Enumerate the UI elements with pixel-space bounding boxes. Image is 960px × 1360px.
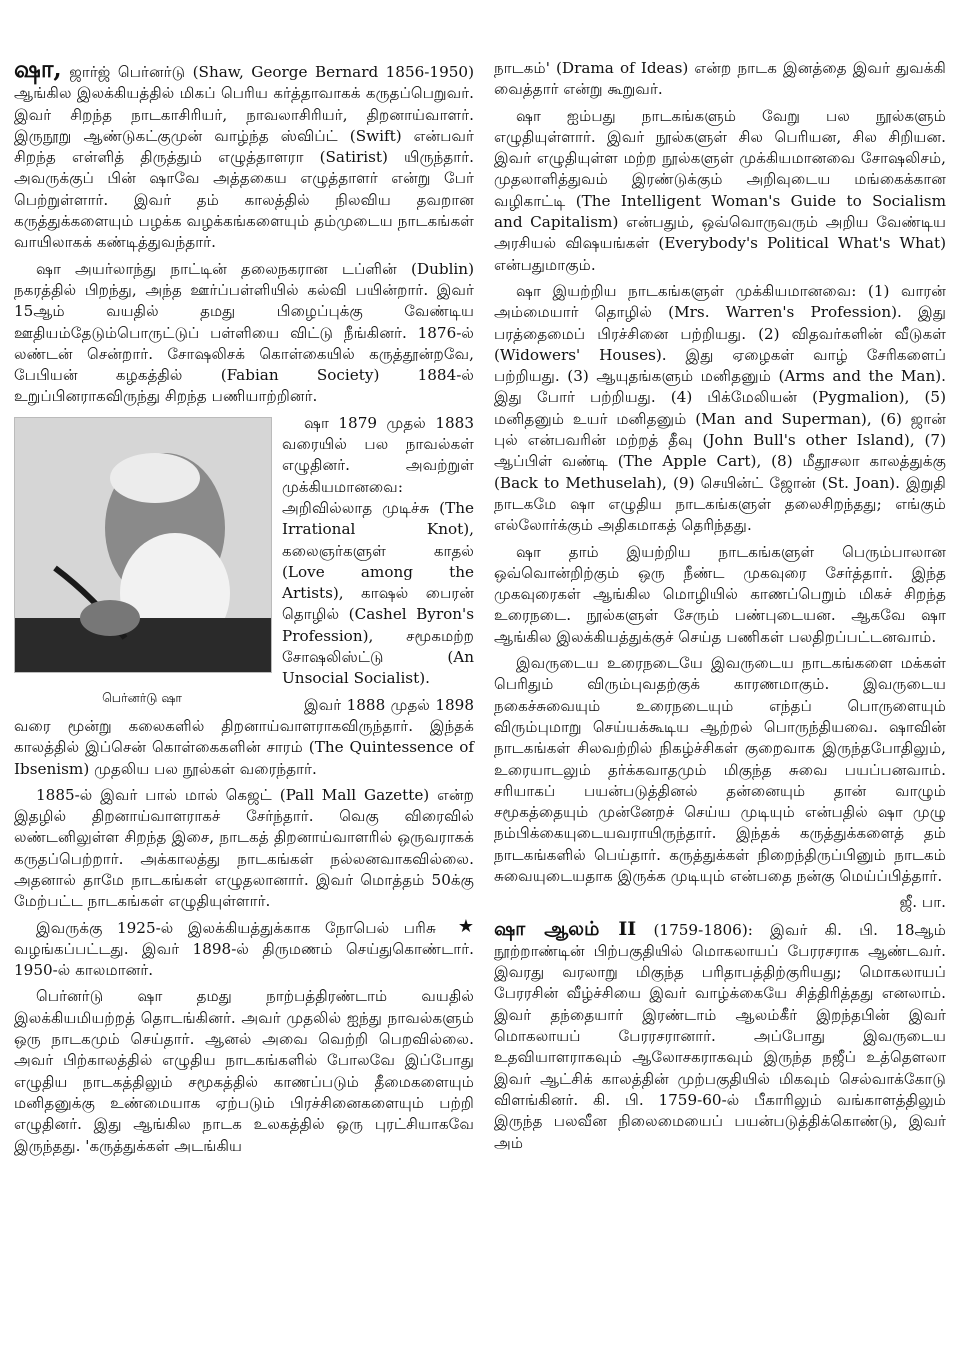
entry-shaw-paragraph-4: இவர் 1888 முதல் 1898 வரை மூன்று கலைகளில் திறனாய்வாளராகவிருந்தார். இந்தக் காலத்தில் இப்சென் கொள்கைகளின் சாரம் (The Quintessence of Ibsenism) முதலிய பல நூல்கள் வரைந்தார். — [14, 695, 474, 778]
encyclopedia-page — [14, 54, 950, 1354]
portrait-image — [15, 418, 271, 672]
entry-shaw-paragraph-2: ஷா அயர்லாந்து நாட்டின் தலைநகரான டப்ளின் (Dublin) நகரத்தில் பிறந்து, அந்த ஊர்ப்பள்ளியில் கல்வி பயின்றார். இவர் 15ஆம் வயதில் தமது பிழைப்புக்கு வேண்டிய ஊதியம்தேடும்பொருட்டுப் பள்ளியை விட்டு நீங்கினர். 1876-ல் லண்டன் சென்றார். சோஷலிசக் கொள்கையில் கருத்தூன்றவே, பேபியன் கழகத்தில் (Fabian Society) 1884-ல் உறுப்பினராகவிருந்து சிறந்த பணியாற்றினர். — [14, 259, 474, 406]
entry-shah-alam-text: (1759-1806): இவர் கி. பி. 18ஆம் நூற்றாண்டின் பிற்பகுதியில் மொகலாயப் பேரரசராக ஆண்டவர். இவரது வரலாறு மிகுந்த பரிதாபத்திற்குரியது; மொகலாயப் பேரரசின் வீழ்ச்சியை இவர் வாழ்க்கையே சித்திரித்தது எனலாம். இவர் தந்தையார் இரண்டாம் ஆலம்கீர் இறந்தபின் இவர் மொகலாயப் பேரரசரானார். அப்போது இவருடைய உதவியாளராகவும் ஆலோசகராகவும் இருந்த நஜீப் உத்தௌலா இவர் ஆட்சிக் காலத்தின் முற்பகுதியில் மிகவும் செல்வாக்கோடு விளங்கினர். கி. பி. 1759-60-ல் பீகாரிலும் வங்காளத்திலும் இருந்த பலவீன நிலைமையைப் பயன்படுத்திக்கொண்டு, இவர் அம் — [494, 920, 946, 1152]
entry-shaw-paragraph-6-text: இவருக்கு 1925-ல் இலக்கியத்துக்காக நோபெல் பரிசு வழங்கப்பட்டது. இவர் 1898-ல் திருமணம் செய்துகொண்டார். 1950-ல் காலமானர். — [14, 918, 474, 980]
portrait-caption: பெர்னர்டு ஷா — [102, 689, 182, 705]
entry-shaw-paragraph-7: பெர்னர்டு ஷா தமது நாற்பத்திரண்டாம் வயதில் இலக்கியமியற்றத் தொடங்கினர். அவர் முதலில் ஐந்து நாவல்களும் ஒரு நாடகமும் செய்தார். ஆனல் அவை வெற்றி பெறவில்லை. அவர் பிற்காலத்தில் எழுதிய நாடகங்களில் போலவே இப்போது எழுதிய நாடகத்திலும் சமூகத்தில் காணப்படும் தீமைகளையும் மனிதனுக்கு உண்மையாக ஏற்படும் பிரச்சினைகளையும் பற்றி எழுதினர். இது ஆங்கில நாடக உலகத்தில் ஒரு புரட்சியாகவே இருந்தது. 'கருத்துக்கள் அடங்கிய — [14, 987, 474, 1155]
entry-shaw-continued-1: நாடகம்' (Drama of Ideas) என்ற நாடக இனத்தை இவர் துவக்கி வைத்தார் என்று கூறுவர். — [494, 59, 946, 99]
entry-shaw-paragraph-5: 1885-ல் இவர் பால் மால் கெஜட் (Pall Mall Gazette) என்ற இதழில் திறனாய்வாளராகச் சேர்ந்தார். வெகு விரைவில் லண்டனிலுள்ள சிறந்த இசை, நாடகத் திறனாய்வாளரில் ஒருவராகக் கருதப்பெற்றார். அக்காலத்து நாடகங்கள் நல்லனவாகவில்லை. அதனால் தாமே நாடகங்கள் எழுதலானார். இவர் மொத்தம் 50க்கு மேற்பட்ட நாடகங்கள் எழுதியுள்ளார். — [14, 785, 474, 911]
entry-shaw-paragraph-6 — [14, 915, 474, 982]
entry-shaw-continued-3: ஷா இயற்றிய நாடகங்களுள் முக்கியமானவை: (1) வாரன் அம்மையார் தொழில் (Mrs. Warren's Profession). இது பரத்தைமைப் பிரச்சினை பற்றியது. (2) விதவர்களின் வீடுகள் (Widowers' Houses). இது ஏழைகள் வாழ் சேரிகளைப் பற்றியது. (3) ஆயுதங்களும் மனிதனும் (Arms and the Man). இது போர் பற்றியது. (4) பிக்மேலியன் (Pygmalion), (5) மனிதனும் உயர் மனிதனும் (Man and Superman), (6) ஜான் புல் என்பவரின் மற்றத் தீவு (John Bull's other Island), (7) ஆப்பிள் வண்டி (The Apple Cart), (8) மீதூசலா காலத்துக்கு (Back to Methuselah), (9) செயின்ட் ஜோன் (St. Joan). இறுதி நாடகமே ஷா எழுதிய நாடகங்களுள் தலைசிறந்தது; எங்கும் எல்லோர்க்கும் அதிகமாகத் தெரிந்தது. — [494, 281, 946, 535]
entry-headword-shaw: ஷா, — [14, 54, 62, 83]
right-column — [494, 58, 946, 1159]
entry-shaw-paragraph-3: ஷா 1879 முதல் 1883 வரையில் பல நாவல்கள் எழுதினர். அவற்றுள் முக்கியமானவை: அறிவில்லாத முடிச்சு (The Irrational Knot), கலைஞர்களுள் காதல் (Love among the Artists), காஷல் பைரன் தொழில் (Cashel Byron's Profession), சமூகமற்ற சோஷலிஸ்ட்டு (An Unsocial Socialist). — [282, 413, 474, 688]
entry-shaw-continued-5: இவருடைய உரைநடையே இவருடைய நாடகங்களை மக்கள் பெரிதும் விரும்புவதற்குக் காரணமாகும். இவருடைய நகைச்சுவையும் உரைநடையும் எந்தப் பொருளையும் விரும்புமாறு செய்யக்கூடிய ஆற்றல் பொருந்தியவை. ஷாவின் நாடகங்கள் சிலவற்றில் நிகழ்ச்சிகள் குறைவாக இருந்தபோதிலும், உரையாடலும் தர்க்கவாதமும் மிகுந்த சுவை பயப்பனவாம். சரியாகப் பயன்படுத்தினல் தன்னையும் தான் வாழும் சமூகத்தையும் முன்னேறச் செய்ய முடியும் என்பதில் ஷா முழு நம்பிக்கையுடையவராயிருந்தார். இந்தக் கருத்துக்களைத் தம் நாடகங்களில் பெய்தார். கருத்துக்கள் நிறைந்திருப்பினும் நாடகம் சுவையுடையதாக இருக்க முடியும் என்பதை நன்கு மெய்ப்பித்தார். — [494, 654, 946, 885]
star-icon: ★ — [457, 915, 474, 937]
entry-shaw-continued-4: ஷா தாம் இயற்றிய நாடகங்களுள் பெரும்பாலான ஒவ்வொன்றிற்கும் ஒரு நீண்ட முகவுரை சேர்த்தார். இந்த முகவுரைகள் ஆங்கில மொழியில் காணப்பெறும் மிகச் சிறந்த உரைநடை. நூல்களுள் சேரும் பண்புடையன. ஆகவே ஷா ஆங்கில இலக்கியத்துக்குச் செய்த பணிகள் பலதிறப்பட்டனவாம். — [494, 542, 946, 646]
entry-shaw-intro — [14, 54, 474, 254]
left-column — [14, 54, 474, 1162]
author-signature: ஜீ. பா. — [899, 893, 946, 912]
entry-headword-shah-alam: ஷா ஆலம் II — [494, 917, 637, 940]
portrait-figure — [14, 417, 270, 713]
entry-shaw-continued-2: ஷா ஐம்பது நாடகங்களும் வேறு பல நூல்களும் எழுதியுள்ளார். இவர் நூல்களுள் சில பெரியன, சில சிறியன. இவர் எழுதியுள்ள மற்ற நூல்களுள் முக்கியமானவை சோஷலிசம், முதலாளித்துவம் இரண்டுக்கும் அறிவுடைய மங்கைக்கான வழிகாட்டி (The Intelligent Woman's Guide to Socialism and Capitalism) என்பதும், ஒவ்வொருவரும் அறிய வேண்டிய அரசியல் விஷயங்கள் (Everybody's Political What's What) என்பதுமாகும். — [494, 106, 946, 274]
entry-shaw-intro-text: ஜார்ஜ் பெர்னர்டு (Shaw, George Bernard 1856-1950) ஆங்கில இலக்கியத்தில் மிகப் பெரிய கர்த்தாவாகக் கருதப்பெறுவர். இவர் சிறந்த நாடகாசிரியர், நாவலாசிரியர், திறனாய்வாளர். இருநூறு ஆண்டுகட்குமுன் வாழ்ந்த ஸ்விப்ட் (Swift) என்பவர் சிறந்த எள்ளித் திருத்தும் எழுத்தாளரா (Satirist) யிருந்தார். அவருக்குப் பின் ஷாவே அத்தகைய எழுத்தாளர் என்று பேர் பெற்றுள்ளார். இவர் தம் காலத்தில் நிலவிய தவறான கருத்துக்களையும் பழக்க வழக்கங்களையும் தம்முடைய நாடகங்கள் வாயிலாகக் கண்டித்துவந்தார். — [14, 63, 474, 252]
entry-shah-alam — [494, 919, 946, 1154]
portrait-photo — [14, 417, 272, 673]
